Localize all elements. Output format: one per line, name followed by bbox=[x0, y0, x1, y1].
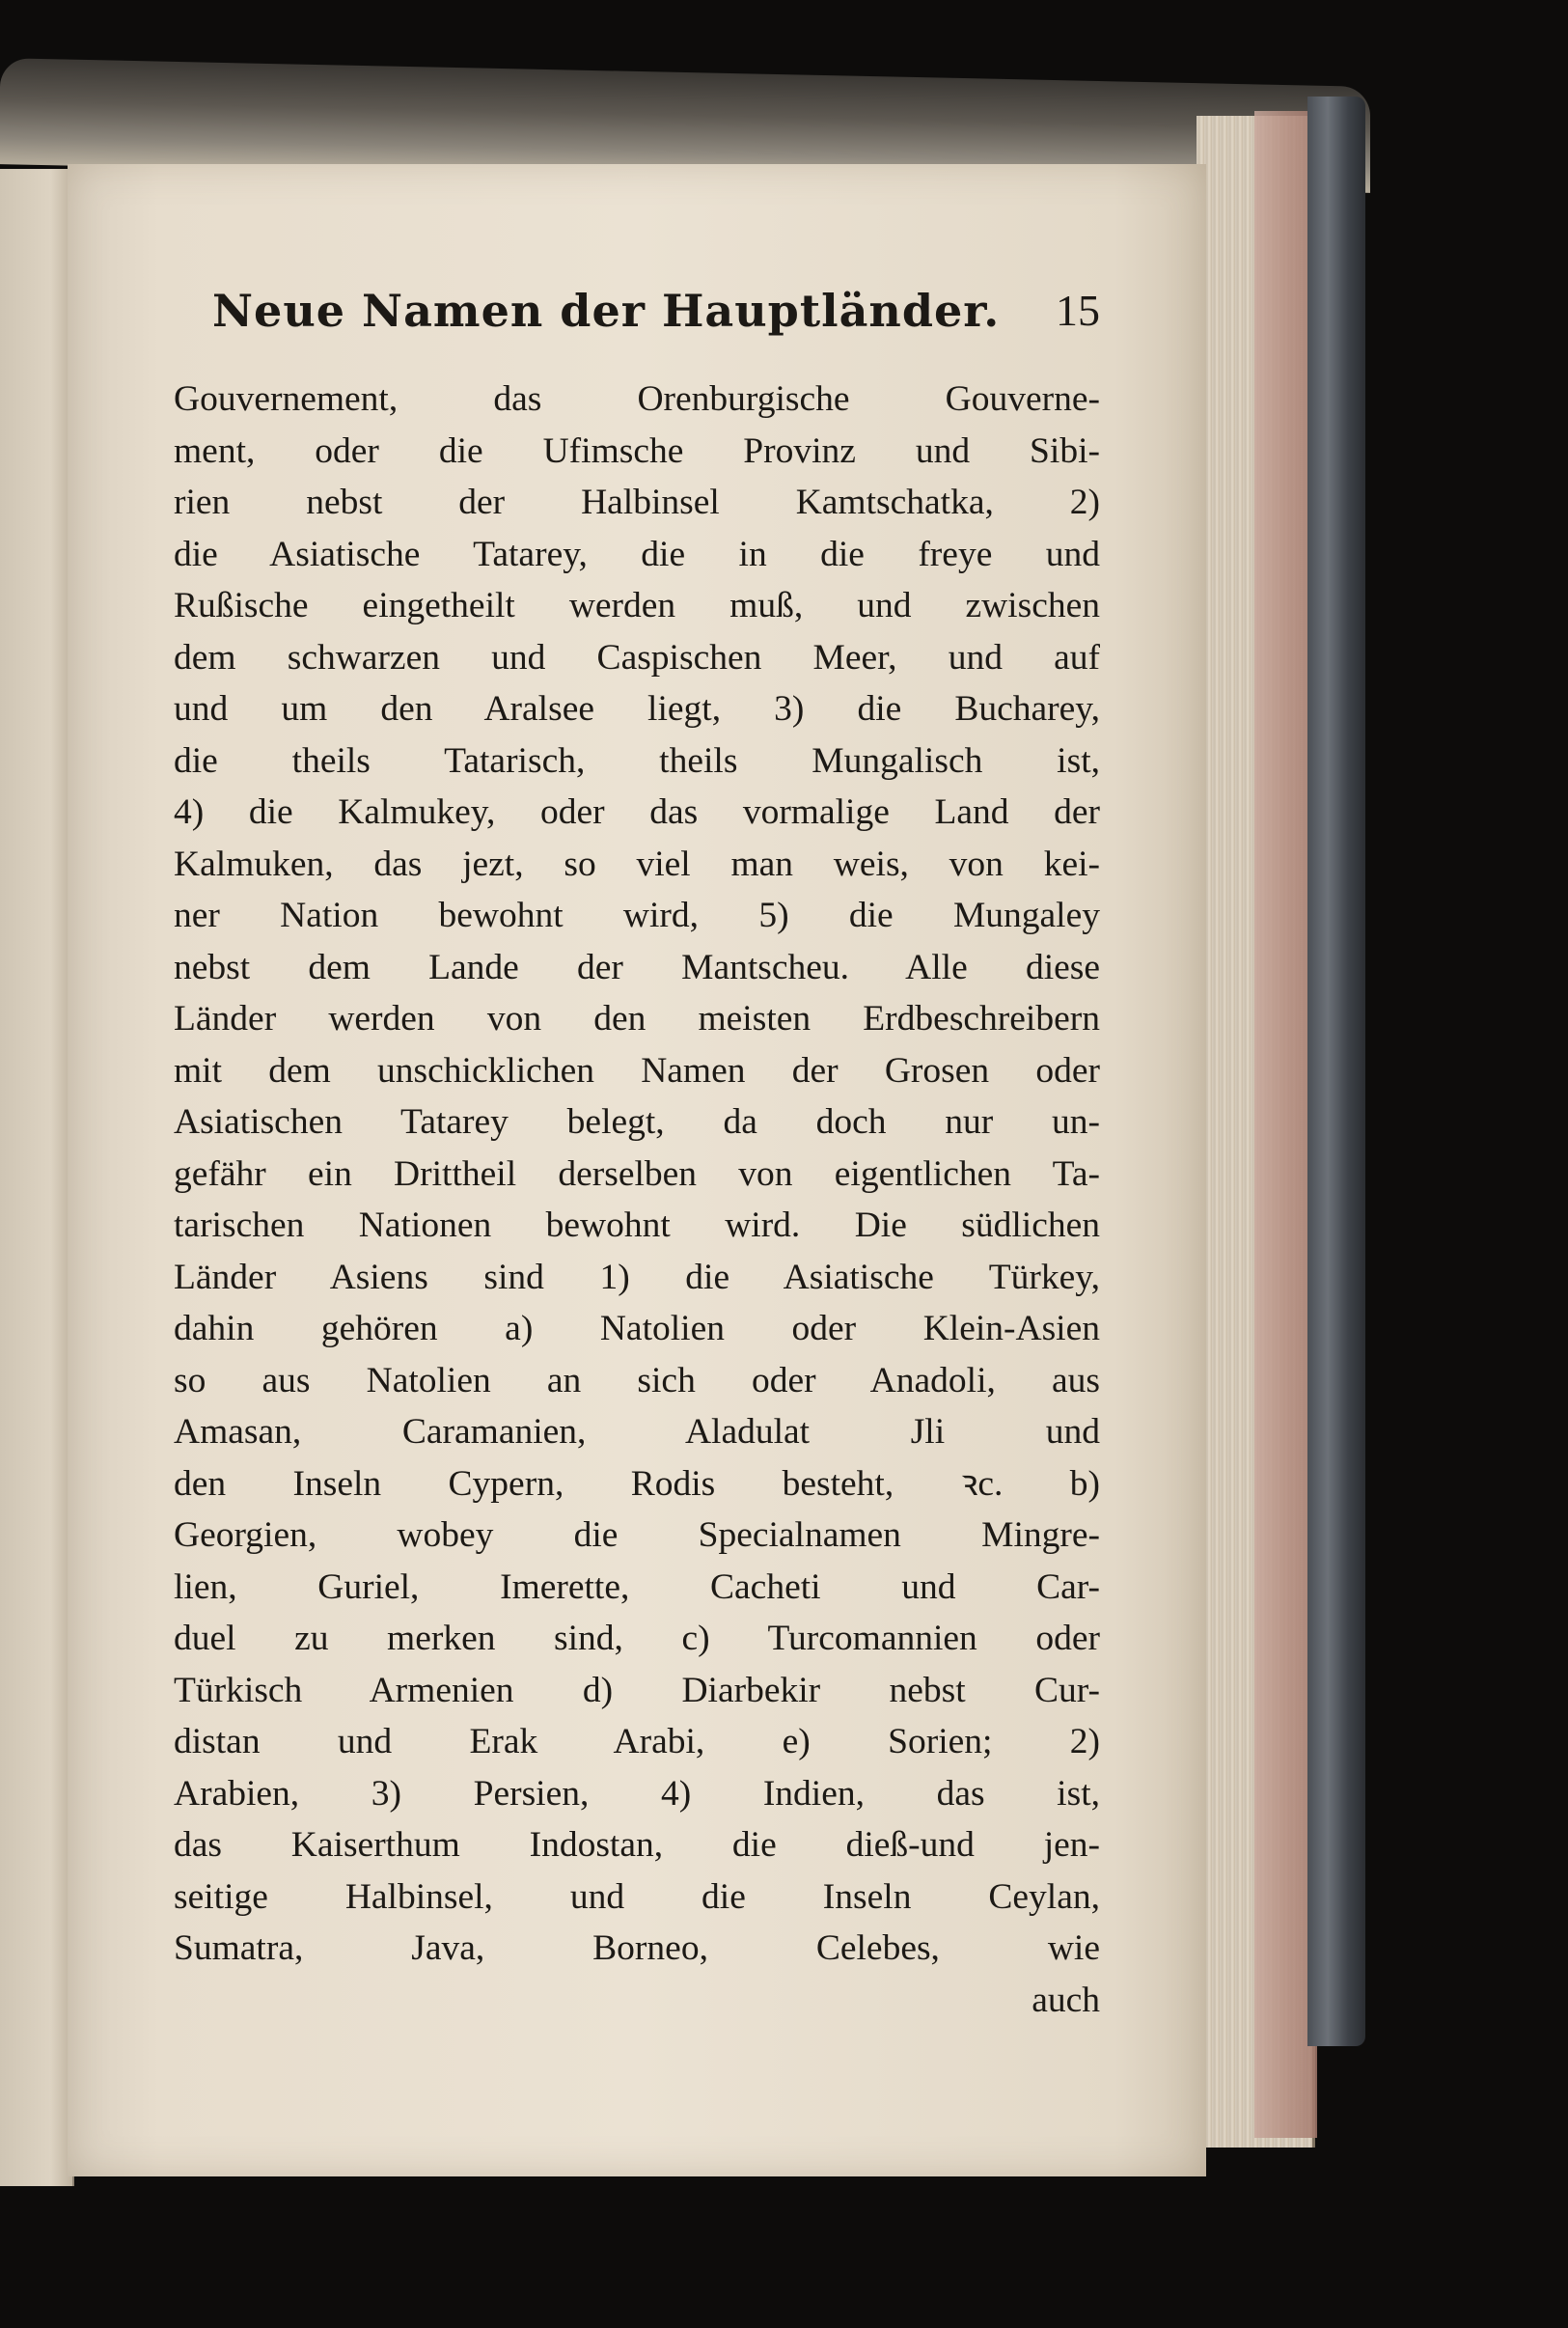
text-line: 4) die Kalmukey, oder das vormalige Land der bbox=[174, 792, 1100, 832]
text-line: so aus Natolien an sich oder Anadoli, aus bbox=[174, 1360, 1100, 1400]
text-line: tarischen Nationen bewohnt wird. Die südlichen bbox=[174, 1206, 1100, 1245]
text-line: Türkisch Armenien d) Diarbekir nebst Cur- bbox=[174, 1670, 1100, 1710]
text-line: ner Nation bewohnt wird, 5) die Mungaley bbox=[174, 896, 1100, 935]
text-line: seitige Halbinsel, und die Inseln Ceylan, bbox=[174, 1876, 1100, 1917]
catchword: auch bbox=[1032, 1980, 1100, 2020]
running-head bbox=[174, 285, 1100, 352]
text-line: Georgien, wobey die Specialnamen Mingre- bbox=[174, 1515, 1100, 1555]
text-line: den Inseln Cypern, Rodis besteht, ꝛc. b) bbox=[174, 1463, 1100, 1504]
text-line: die Asiatische Tatarey, die in die freye und bbox=[174, 534, 1100, 574]
facing-page-edge bbox=[0, 169, 74, 2186]
text-line: mit dem unschicklichen Namen der Grosen oder bbox=[174, 1050, 1100, 1091]
text-line: Kalmuken, das jezt, so viel man weis, von kei- bbox=[174, 844, 1100, 884]
text-line: nebst dem Lande der Mantscheu. Alle diese bbox=[174, 947, 1100, 987]
text-line: das Kaiserthum Indostan, die dieß-und jen- bbox=[174, 1825, 1100, 1865]
book-page bbox=[68, 164, 1206, 2176]
text-line: dem schwarzen und Caspischen Meer, und auf bbox=[174, 637, 1100, 678]
text-line: Asiatischen Tatarey belegt, da doch nur un- bbox=[174, 1102, 1100, 1142]
text-line: Länder Asiens sind 1) die Asiatische Türkey, bbox=[174, 1257, 1100, 1297]
text-line: ment, oder die Ufimsche Provinz und Sibi- bbox=[174, 430, 1100, 471]
text-line: Amasan, Caramanien, Aladulat Jli und bbox=[174, 1412, 1100, 1452]
text-line: Länder werden von den meisten Erdbeschreibern bbox=[174, 999, 1100, 1039]
page-text-block bbox=[174, 285, 1100, 2026]
running-title: Neue Namen der Hauptländer. bbox=[212, 285, 1001, 337]
text-line: Arabien, 3) Persien, 4) Indien, das ist, bbox=[174, 1773, 1100, 1814]
text-line: Sumatra, Java, Borneo, Celebes, wie bbox=[174, 1928, 1100, 1968]
text-line: dahin gehören a) Natolien oder Klein-Asien bbox=[174, 1309, 1100, 1348]
book-cover-right bbox=[1307, 97, 1365, 2046]
text-line: Gouvernement, das Orenburgische Gouverne- bbox=[174, 379, 1100, 419]
text-line: rien nebst der Halbinsel Kamtschatka, 2) bbox=[174, 483, 1100, 522]
text-line: und um den Aralsee liegt, 3) die Bucharey, bbox=[174, 689, 1100, 729]
page-number: 15 bbox=[1056, 286, 1100, 335]
text-line: duel zu merken sind, c) Turcomannien oder bbox=[174, 1619, 1100, 1658]
text-line: die theils Tatarisch, theils Mungalisch ist, bbox=[174, 740, 1100, 781]
text-line: lien, Guriel, Imerette, Cacheti und Car- bbox=[174, 1566, 1100, 1607]
text-line: Rußische eingetheilt werden muß, und zwischen bbox=[174, 586, 1100, 625]
text-line: gefähr ein Drittheil derselben von eigentlichen Ta- bbox=[174, 1153, 1100, 1194]
text-line: distan und Erak Arabi, e) Sorien; 2) bbox=[174, 1722, 1100, 1761]
